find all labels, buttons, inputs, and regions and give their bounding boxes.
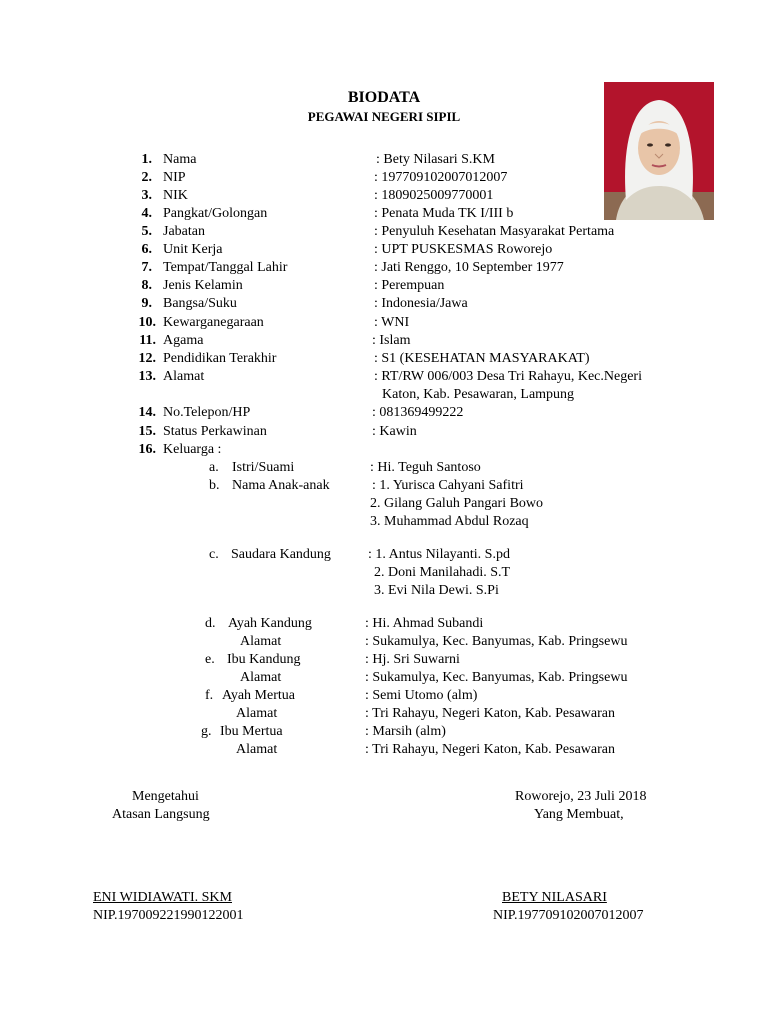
document-subtitle: PEGAWAI NEGERI SIPIL [307,109,461,124]
portrait-photo-graphic [604,82,714,220]
field-label: Kewarganegaraan [163,315,264,330]
field-value: : Bety Nilasari S.KM [376,152,495,167]
family-label: Nama Anak-anak [232,478,330,493]
field-number: 7. [141,260,152,275]
field-number: 16. [138,442,156,457]
field-number: 12. [138,351,156,366]
field-number: 13. [138,369,156,384]
field-number: 10. [138,315,156,330]
field-label: Bangsa/Suku [163,296,237,311]
family-value: : Hi. Ahmad Subandi [365,616,484,631]
field-value: : WNI [374,315,410,330]
address-label: Alamat [240,634,282,649]
family-letter: f. [205,688,214,703]
field-number: 4. [141,206,152,221]
field-number: 5. [141,224,152,239]
field-number: 14. [138,405,156,420]
family-letter: c. [209,547,219,562]
sibling-item: 2. Doni Manilahadi. S.T [374,565,511,580]
field-label: Tempat/Tanggal Lahir [163,260,288,275]
field-label: Keluarga : [163,442,222,457]
field-value: : 1809025009770001 [374,188,494,203]
field-number: 1. [141,152,152,167]
field-label: No.Telepon/HP [163,405,251,420]
family-letter: d. [205,616,216,631]
address-value: : Sukamulya, Kec. Banyumas, Kab. Pringsewu [365,634,628,649]
address-label: Alamat [240,670,282,685]
address-value: : Tri Rahayu, Negeri Katon, Kab. Pesawaran [365,706,616,721]
field-label: Jabatan [163,224,205,239]
field-number: 11. [139,333,156,348]
field-label: Agama [163,333,204,348]
sibling-item: : 1. Antus Nilayanti. S.pd [368,547,510,562]
field-value: : 081369499222 [372,405,464,420]
field-number: 6. [141,242,152,257]
maker-label: Yang Membuat, [534,807,624,822]
acknowledge-label: Mengetahui [132,789,199,804]
field-value: : S1 (KESEHATAN MASYARAKAT) [374,351,590,366]
supervisor-nip: NIP.197009221990122001 [93,908,244,923]
maker-nip: NIP.197709102007012007 [493,908,644,923]
field-value: : Penata Muda TK I/III b [374,206,514,221]
family-letter: g. [201,724,212,739]
address-label: Alamat [236,706,278,721]
family-label: Ibu Kandung [227,652,301,667]
field-label: Status Perkawinan [163,424,267,439]
field-value: : Perempuan [374,278,445,293]
sibling-item: 3. Evi Nila Dewi. S.Pi [374,583,499,598]
family-label: Saudara Kandung [231,547,331,562]
field-value: : UPT PUSKESMAS Roworejo [374,242,553,257]
family-label: Ayah Kandung [228,616,312,631]
family-letter: a. [209,460,219,475]
address-value: : Tri Rahayu, Negeri Katon, Kab. Pesawaran [365,742,616,757]
maker-name: BETY NILASARI [502,890,607,905]
field-label: Unit Kerja [163,242,223,257]
field-number: 8. [141,278,152,293]
place-date: Roworejo, 23 Juli 2018 [515,789,647,804]
family-label: Istri/Suami [232,460,295,475]
field-label: Nama [163,152,197,167]
child-item: 2. Gilang Galuh Pangari Bowo [370,496,544,511]
address-label: Alamat [236,742,278,757]
field-number: 2. [141,170,152,185]
field-value: : Jati Renggo, 10 September 1977 [374,260,564,275]
child-item: : 1. Yurisca Cahyani Safitri [372,478,524,493]
family-letter: b. [209,478,220,493]
field-number: 3. [141,188,152,203]
field-value: : Indonesia/Jawa [374,296,468,311]
supervisor-label: Atasan Langsung [112,807,210,822]
field-number: 15. [138,424,156,439]
family-value: : Semi Utomo (alm) [365,688,478,703]
field-value-continued: Katon, Kab. Pesawaran, Lampung [382,387,575,402]
field-value: : 197709102007012007 [374,170,508,185]
field-value: : RT/RW 006/003 Desa Tri Rahayu, Kec.Negeri [374,369,642,384]
address-value: : Sukamulya, Kec. Banyumas, Kab. Pringsewu [365,670,628,685]
family-letter: e. [205,652,215,667]
family-label: Ibu Mertua [220,724,283,739]
field-label: Jenis Kelamin [163,278,243,293]
portrait-photo [604,82,714,220]
field-label: Alamat [163,369,205,384]
field-value: : Islam [372,333,411,348]
field-value: : Penyuluh Kesehatan Masyarakat Pertama [374,224,615,239]
family-value: : Marsih (alm) [365,724,446,739]
field-label: NIP [163,170,186,185]
document-title: BIODATA [347,89,421,106]
child-item: 3. Muhammad Abdul Rozaq [370,514,529,529]
field-number: 9. [141,296,152,311]
family-label: Ayah Mertua [222,688,295,703]
field-value: : Kawin [372,424,417,439]
field-label: Pendidikan Terakhir [163,351,277,366]
field-label: NIK [163,188,188,203]
family-value: : Hj. Sri Suwarni [365,652,460,667]
field-label: Pangkat/Golongan [163,206,268,221]
family-value: : Hi. Teguh Santoso [370,460,481,475]
supervisor-name: ENI WIDIAWATI. SKM [93,890,232,905]
